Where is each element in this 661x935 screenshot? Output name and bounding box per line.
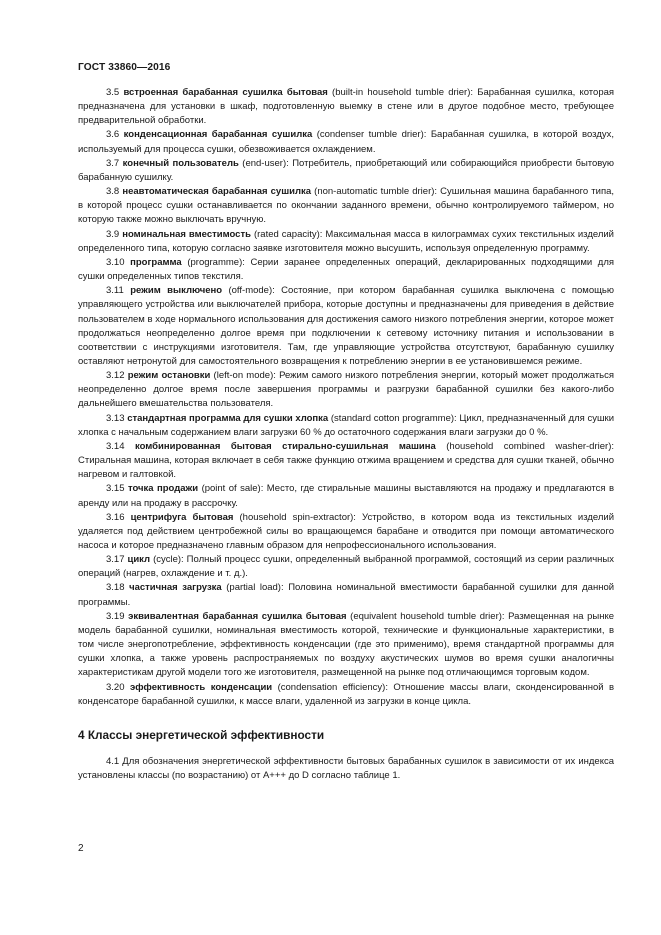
section-4-paragraph: 4.1 Для обозначения энергетической эффективности бытовых барабанных сушилок в зависимости от их индекса установлены классы (по возрастанию) от A+++ до D согласно таблице 1. <box>78 755 614 782</box>
definition-text: Сушильная машина барабанного типа, в которой процесс сушки останавливается по окончании заданного времени, обычно контролируемого таймером, но которую также можно выключать вручную. <box>78 186 615 226</box>
definition-3-9 <box>78 228 614 256</box>
definition-number: 3.13 <box>106 412 125 424</box>
definition-3-10 <box>78 256 614 284</box>
definition-term: эффективность конденсации <box>129 681 273 693</box>
definition-text: Режим самого низкого потребления энергии, который может продолжаться неопределенно долгое время после завершения программы и разгрузки барабанной сушилки без какого-либо дальнейшего вмешательства пользователя. <box>78 370 615 410</box>
definition-english: (household combined washer-drier): <box>446 440 614 452</box>
definition-english: (condensation efficiency): <box>277 681 388 693</box>
definition-term: конденсационная барабанная сушилка <box>123 129 313 141</box>
definition-text: Цикл, предназначенный для сушки хлопка с начальным содержанием влаги загрузки 60 % до остаточного содержания влаги загрузки до 0 %. <box>78 412 615 438</box>
definition-text: Серии заранее определенных операций, декларированных подходящими для сушки определенных типов текстиля. <box>78 256 615 283</box>
definition-english: (standard cotton programme): <box>330 412 457 424</box>
definition-3-7 <box>78 157 614 185</box>
definition-term: встроенная барабанная сушилка бытовая <box>123 87 328 98</box>
definition-3-17 <box>78 553 614 581</box>
definition-3-19 <box>78 610 614 681</box>
definition-3-20 <box>78 681 614 709</box>
definition-term: номинальная вместимость <box>122 228 251 240</box>
definition-term: режим остановки <box>127 370 211 382</box>
definition-text: Место, где стиральные машины выставляются на продажу и предлагаются в аренду или на продажу в рассрочку. <box>78 483 614 509</box>
definition-3-18 <box>78 581 614 609</box>
definition-number: 3.8 <box>106 186 120 198</box>
definition-term: программа <box>130 256 182 268</box>
definition-3-12 <box>78 369 614 411</box>
definition-number: 3.16 <box>106 511 125 523</box>
definition-term: цикл <box>127 554 151 566</box>
definition-number: 3.18 <box>106 582 125 594</box>
definition-3-14 <box>78 440 614 482</box>
definition-term: конечный пользователь <box>122 157 239 169</box>
definition-text: Барабанная сушилка, которая предназначена для установки в шкаф, подготовленную выемку в стене или в другое подобное место, требующее предварительной обработки. <box>78 87 615 127</box>
definition-term: комбинированная бытовая стирально-сушильная машина <box>134 440 436 452</box>
definition-number: 3.15 <box>106 483 125 495</box>
definition-number: 3.10 <box>106 256 125 268</box>
definition-term: частичная загрузка <box>129 582 222 594</box>
definition-number: 3.5 <box>106 87 120 98</box>
definition-english: (off-mode): <box>228 285 275 297</box>
definition-number: 3.20 <box>106 681 125 693</box>
definition-number: 3.7 <box>106 157 120 169</box>
definition-term: режим выключено <box>130 285 223 297</box>
definition-text: Полный процесс сушки, определенный выбранной программой, состоящий из серии различных операций (нагрев, охлаждение и т. д.). <box>78 554 615 580</box>
definition-english: (partial load): <box>226 582 284 594</box>
definition-number: 3.17 <box>106 554 125 566</box>
definition-text: Потребитель, приобретающий или собирающийся приобрести бытовую барабанную сушилку. <box>78 157 615 183</box>
definition-text: Стиральная машина, которая включает в себя также функцию отжима вращением и средства для сушки тканей, обычно нагревом и галтовкой. <box>78 455 614 481</box>
definition-3-13 <box>78 412 614 440</box>
definition-english: (built-in household tumble drier): <box>332 87 474 98</box>
definition-english: (cycle): <box>153 554 184 566</box>
definition-english: (end-user): <box>242 157 289 169</box>
definition-number: 3.12 <box>106 370 125 382</box>
definition-english: (non-automatic tumble drier): <box>314 186 438 198</box>
definition-term: точка продажи <box>127 483 199 495</box>
definition-3-15 <box>78 482 614 510</box>
definition-number: 3.11 <box>106 285 124 297</box>
definition-3-11 <box>78 284 614 369</box>
definition-3-16 <box>78 511 614 553</box>
definition-number: 3.19 <box>106 610 125 622</box>
definition-3-8 <box>78 185 614 227</box>
definition-english: (condenser tumble drier): <box>316 129 427 141</box>
definition-number: 3.14 <box>106 440 125 452</box>
definition-text: Отношение массы влаги, сконденсированной в конденсаторе барабанной сушилки, к массе влаги, удаленной из загрузки в конце цикла. <box>78 681 615 707</box>
document-body <box>78 86 614 783</box>
definition-text: Максимальная масса в килограммах сухих текстильных изделий определенного типа, которую согласно заявке изготовителя можно высушить, используя определенную программу. <box>78 228 614 254</box>
definition-english: (programme): <box>187 256 245 268</box>
definition-term: неавтоматическая барабанная сушилка <box>122 186 312 198</box>
definition-term: центрифуга бытовая <box>130 511 234 523</box>
definition-text: Состояние, при котором барабанная сушилка выключена с помощью управляющего устройства или выключателей прибора, которые доступны и предназначены для приведения в действие пользователем в ходе нормального использования для достижения самого низкого потребления энергии, которое может продолжаться неопределенно долгое время при подключении к сетевому источнику питания и использовании в соответствии с инструкциями изготовителя. Там, где управляющие устройства отсутствуют, барабанную сушилку оставляют нетронутой для самостоятельного возвращения к потреблению энергии в ее установившемся режиме. <box>78 285 614 367</box>
definition-term: эквивалентная барабанная сушилка бытовая <box>128 610 347 622</box>
definition-text: Барабанная сушилка, в которой воздух, используемый для процесса сушки, обезвоживается охлаждением. <box>78 129 614 155</box>
page-number: 2 <box>78 843 84 854</box>
definition-3-6 <box>78 128 614 156</box>
definition-number: 3.9 <box>106 228 120 240</box>
definition-text: Размещенная на рынке модель барабанной сушилки, номинальная вместимость которой, технические и функциональные характеристики, в том числе энергопотребление, эффективность конденсации (где это применимо), время стандартной программы для сушки хлопка, а также уровень распространяемых по воздуху акустических шумов во время сушки аналогичны характеристикам другой модели того же изготовителя, размещенной на рынке под отличающимся торговым кодом. <box>78 610 614 679</box>
definition-text: Устройство, в котором вода из текстильных изделий удаляется под действием центробежной силы во вращающемся барабане и отводится при помощи автоматического насоса и которое предназначено главным образом для непрофессионального использования. <box>78 511 615 551</box>
definition-english: (rated capacity): <box>253 228 323 240</box>
definition-number: 3.6 <box>106 129 120 141</box>
definition-english: (equivalent household tumble drier): <box>350 610 505 622</box>
definition-english: (household spin-extractor): <box>239 511 356 523</box>
definition-3-5 <box>78 86 614 128</box>
document-header: ГОСТ 33860—2016 <box>78 62 171 73</box>
definition-english: (point of sale): <box>201 483 264 495</box>
definition-english: (left-on mode): <box>213 370 276 382</box>
definition-text: Половина номинальной вместимости барабанной сушилки для данной программы. <box>78 582 615 608</box>
section-4-title: 4 Классы энергетической эффективности <box>78 727 325 742</box>
definition-term: стандартная программа для сушки хлопка <box>127 412 329 424</box>
